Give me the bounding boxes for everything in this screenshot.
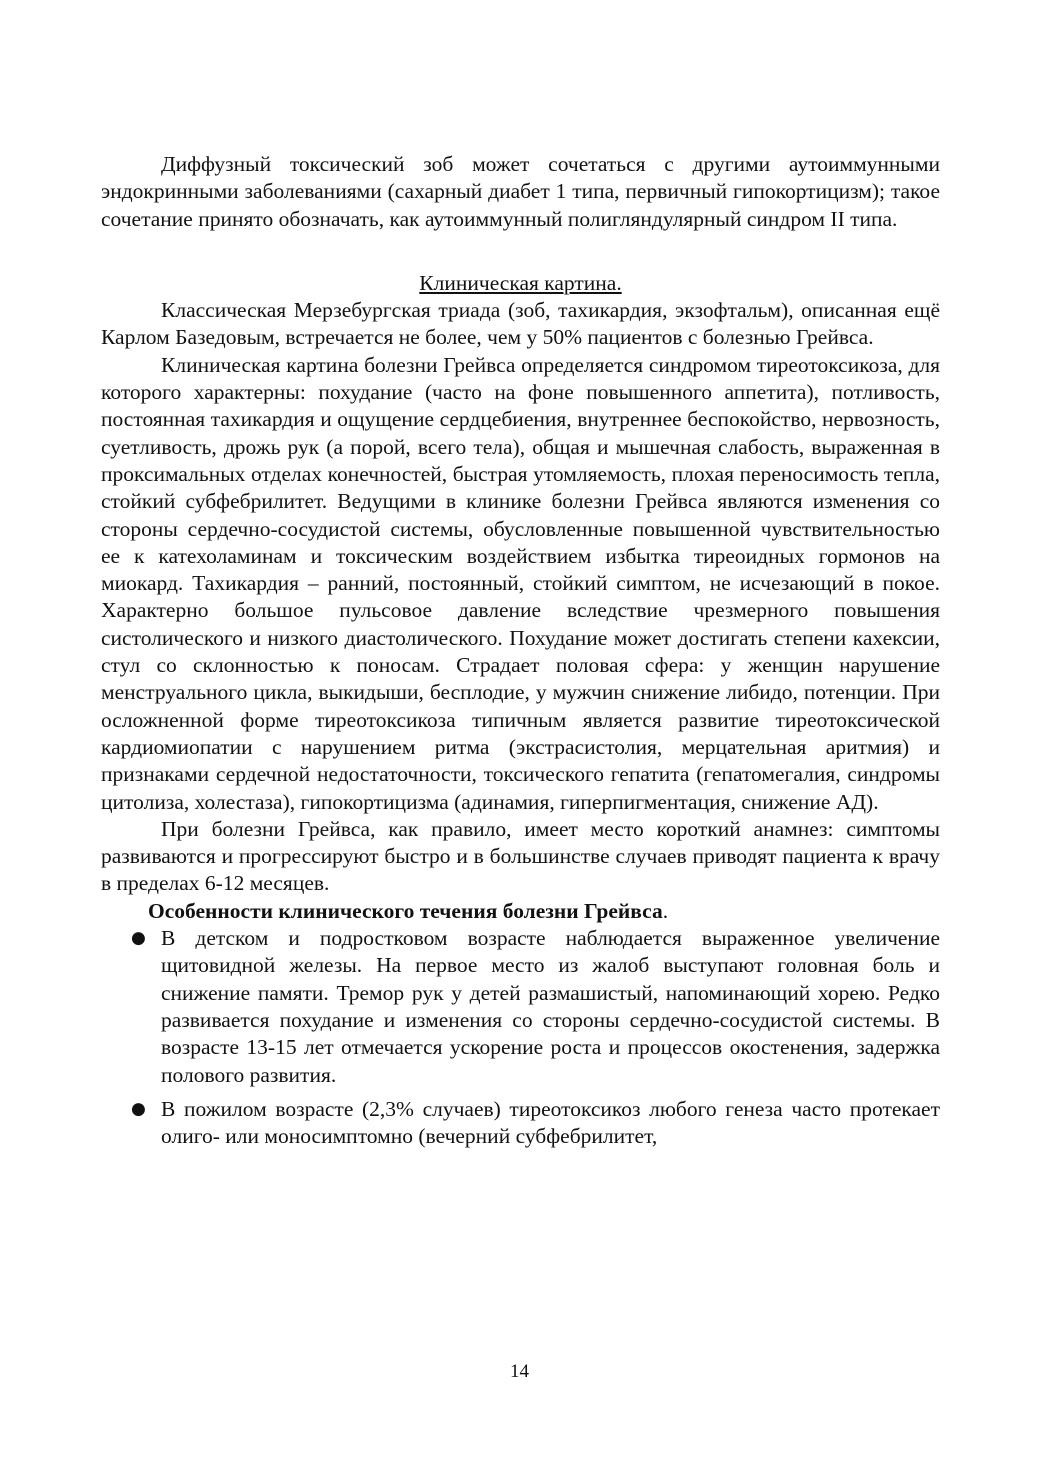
list-item-text: В детском и подростковом возрасте наблюдается выраженное увеличение щитовидной железы. На первое место из жалоб выступают головная боль и снижение памяти. Тремор рук у детей размашистый, напоминающий хорею. Редко развивается похудание и изменения со стороны сердечно-сосудистой системы. В возрасте 13-15 лет отмечается ускорение роста и процессов окостенения, задержка полового развития.	[161, 926, 940, 1087]
subheading-text: Особенности клинического течения болезни Грейвса	[148, 898, 663, 923]
paragraph-triad: Классическая Мерзебургская триада (зоб, тахикардия, экзофтальм), описанная ещё Карлом Базедовым, встречается не более, чем у 50% пациентов с болезнью Грейвса.	[101, 298, 940, 350]
paragraph-autoimmune: Диффузный токсический зоб может сочетаться с другими аутоиммунными эндокринными заболеваниями (сахарный диабет 1 типа, первичный гипокортицизм); такое сочетание принято обозначать, как аутоиммунный полигляндулярный синдром II типа.	[101, 152, 940, 231]
list-item-elderly	[101, 1096, 940, 1151]
page-body	[101, 151, 940, 1157]
paragraph-clinical-picture: Клиническая картина болезни Грейвса определяется синдромом тиреотоксикоза, для которого характерны: похудание (часто на фоне повышенного аппетита), потливость, постоянная тахикардия и ощущение сердцебиения, внутреннее беспокойство, нервозность, суетливость, дрожь рук (а порой, всего тела), общая и мышечная слабость, выраженная в проксимальных отделах конечностей, быстрая утомляемость, плохая переносимость тепла, стойкий субфебрилитет. Ведущими в клинике болезни Грейвса являются изменения со стороны сердечно-сосудистой системы, обусловленные повышенной чувствительностью ее к катехоламинам и токсическим воздействием избытка тиреоидных гормонов на миокард. Тахикардия – ранний, постоянный, стойкий симптом, не исчезающий в покое. Характерно большое пульсовое давление вследствие чрезмерного повышения систолического и низкого диастолического. Похудание может достигать степени кахексии, стул со склонностью к поносам. Страдает половая сфера: у женщин нарушение менструального цикла, выкидыши, бесплодие, у мужчин снижение либидо, потенции. При осложненной форме тиреотоксикоза типичным является развитие тиреотоксической кардиомиопатии с нарушением ритма (экстрасистолия, мерцательная аритмия) и признаками сердечной недостаточности, токсического гепатита (гепатомегалия, синдромы цитолиза, холестаза), гипокортицизма (адинамия, гиперпигментация, снижение АД).	[101, 352, 940, 814]
subheading-features	[101, 898, 940, 925]
subheading-period: .	[662, 898, 669, 923]
bullet-icon: ●	[131, 928, 146, 949]
page-number: 14	[510, 1361, 529, 1382]
bullet-icon: ●	[131, 1098, 146, 1119]
section-heading: Клиническая картина.	[419, 270, 622, 295]
paragraph-anamnesis: При болезни Грейвса, как правило, имеет место короткий анамнез: симптомы развиваются и прогрессируют быстро и в большинстве случаев приводят пациента к врачу в пределах 6-12 месяцев.	[101, 816, 940, 896]
feature-list	[101, 925, 940, 1150]
list-item-children	[101, 925, 940, 1089]
list-item-text: В пожилом возрасте (2,3% случаев) тиреотоксикоз любого генеза часто протекает олиго- или моносимптомно (вечерний субфебрилитет,	[161, 1096, 940, 1149]
section-spacer	[101, 233, 940, 270]
